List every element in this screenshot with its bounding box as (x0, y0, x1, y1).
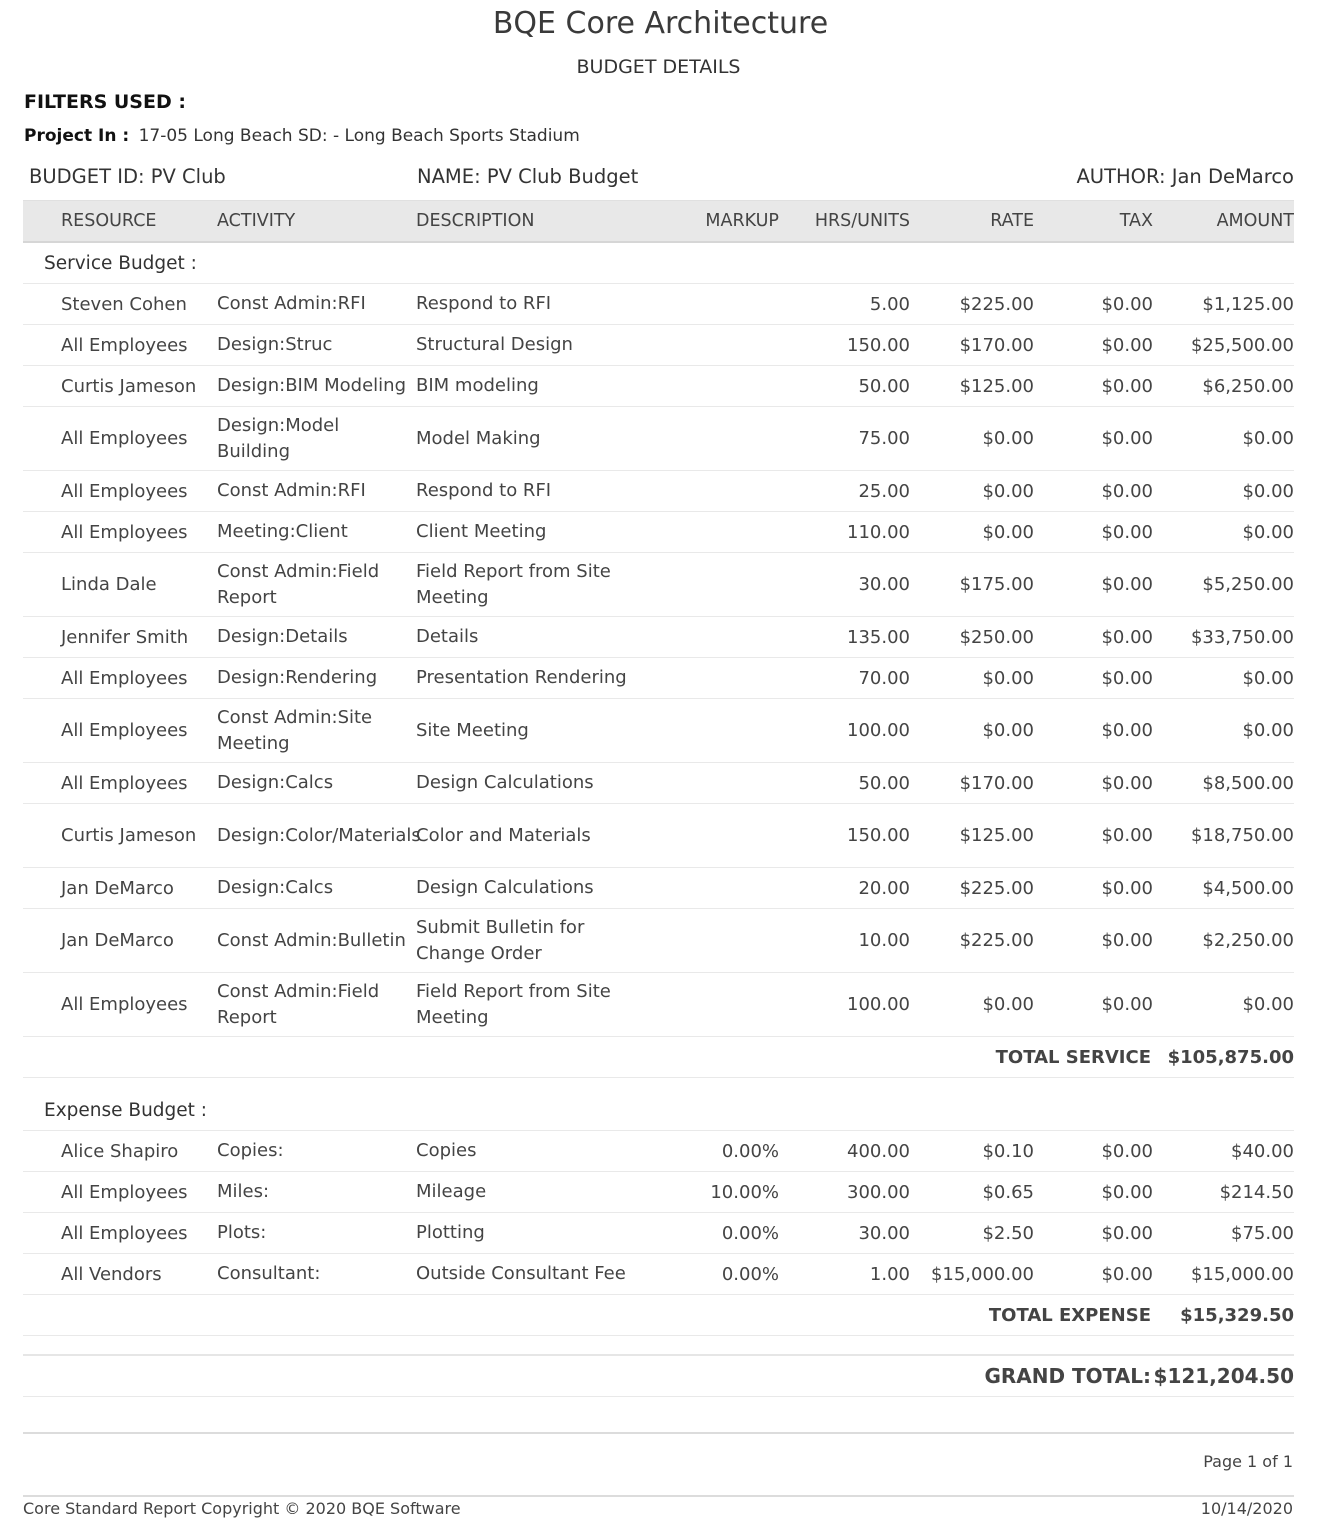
cell-tax: $0.00 (1034, 407, 1153, 471)
table-row (23, 658, 1294, 699)
cell-hrs-units: 1.00 (779, 1254, 910, 1295)
cell-activity: Copies: (217, 1131, 416, 1172)
cell-description: Mileage (416, 1172, 642, 1213)
cell-tax: $0.00 (1034, 973, 1153, 1037)
cell-description: Color and Materials (416, 804, 642, 868)
footer-divider-bottom (23, 1495, 1294, 1497)
cell-description: Design Calculations (416, 868, 642, 909)
col-resource[interactable]: RESOURCE (23, 201, 217, 243)
footer-divider-top (23, 1432, 1294, 1434)
table-row (23, 1213, 1294, 1254)
project-filter (24, 126, 580, 146)
print-date: 10/14/2020 (1200, 1499, 1293, 1518)
budget-author: AUTHOR: Jan DeMarco (1076, 165, 1294, 188)
cell-markup: 0.00% (642, 1131, 779, 1172)
cell-hrs-units: 150.00 (779, 804, 910, 868)
cell-resource: All Employees (23, 1213, 217, 1254)
cell-hrs-units: 100.00 (779, 699, 910, 763)
cell-resource: Jennifer Smith (23, 617, 217, 658)
cell-activity: Design:BIM Modeling (217, 366, 416, 407)
service-total-value: $105,875.00 (1153, 1037, 1294, 1078)
cell-description: Details (416, 617, 642, 658)
cell-tax: $0.00 (1034, 658, 1153, 699)
cell-activity: Const Admin:RFI (217, 284, 416, 325)
cell-activity: Miles: (217, 1172, 416, 1213)
cell-resource: All Employees (23, 407, 217, 471)
cell-rate: $225.00 (910, 284, 1034, 325)
cell-tax: $0.00 (1034, 471, 1153, 512)
cell-activity: Const Admin:Field Report (217, 553, 416, 617)
col-tax[interactable]: TAX (1034, 201, 1153, 243)
table-row (23, 1131, 1294, 1172)
cell-activity: Design:Color/Materials (217, 804, 416, 868)
cell-markup: 0.00% (642, 1254, 779, 1295)
grand-total-row (23, 1355, 1294, 1397)
cell-markup: 10.00% (642, 1172, 779, 1213)
cell-hrs-units: 50.00 (779, 763, 910, 804)
col-markup[interactable]: MARKUP (642, 201, 779, 243)
col-rate[interactable]: RATE (910, 201, 1034, 243)
budget-meta (24, 165, 1294, 193)
cell-rate: $0.00 (910, 699, 1034, 763)
table-row (23, 553, 1294, 617)
cell-markup (642, 763, 779, 804)
table-row (23, 325, 1294, 366)
cell-markup (642, 973, 779, 1037)
cell-rate: $170.00 (910, 763, 1034, 804)
cell-markup (642, 471, 779, 512)
table-header-row (23, 201, 1294, 243)
copyright: Core Standard Report Copyright © 2020 BQE Software (23, 1499, 461, 1518)
cell-amount: $0.00 (1153, 471, 1294, 512)
page-number: Page 1 of 1 (1203, 1452, 1293, 1471)
cell-markup (642, 512, 779, 553)
cell-rate: $125.00 (910, 804, 1034, 868)
cell-hrs-units: 70.00 (779, 658, 910, 699)
cell-description: Model Making (416, 407, 642, 471)
cell-tax: $0.00 (1034, 1213, 1153, 1254)
table-row (23, 1172, 1294, 1213)
cell-resource: All Vendors (23, 1254, 217, 1295)
project-filter-label: Project In : (24, 126, 130, 146)
cell-tax: $0.00 (1034, 1131, 1153, 1172)
cell-description: Copies (416, 1131, 642, 1172)
cell-resource: All Employees (23, 658, 217, 699)
cell-resource: Alice Shapiro (23, 1131, 217, 1172)
cell-hrs-units: 100.00 (779, 973, 910, 1037)
cell-rate: $125.00 (910, 366, 1034, 407)
cell-markup (642, 553, 779, 617)
expense-total-row (23, 1295, 1294, 1336)
cell-amount: $0.00 (1153, 407, 1294, 471)
cell-amount: $5,250.00 (1153, 553, 1294, 617)
cell-activity: Const Admin:Field Report (217, 973, 416, 1037)
table-row (23, 909, 1294, 973)
cell-description: Field Report from Site Meeting (416, 973, 642, 1037)
table-row (23, 407, 1294, 471)
col-activity[interactable]: ACTIVITY (217, 201, 416, 243)
expense-section-label: Expense Budget : (23, 1090, 1294, 1131)
cell-tax: $0.00 (1034, 284, 1153, 325)
expense-total-value: $15,329.50 (1153, 1295, 1294, 1336)
expense-total-label: TOTAL EXPENSE (23, 1295, 1153, 1336)
service-section-header (23, 242, 1294, 284)
cell-activity: Const Admin:Site Meeting (217, 699, 416, 763)
cell-resource: All Employees (23, 973, 217, 1037)
cell-description: Site Meeting (416, 699, 642, 763)
budget-name: NAME: PV Club Budget (417, 165, 639, 188)
table-row (23, 973, 1294, 1037)
cell-resource: All Employees (23, 699, 217, 763)
col-description[interactable]: DESCRIPTION (416, 201, 642, 243)
cell-tax: $0.00 (1034, 763, 1153, 804)
cell-activity: Design:Details (217, 617, 416, 658)
cell-activity: Consultant: (217, 1254, 416, 1295)
cell-hrs-units: 150.00 (779, 325, 910, 366)
table-row (23, 763, 1294, 804)
cell-markup (642, 407, 779, 471)
cell-amount: $6,250.00 (1153, 366, 1294, 407)
project-filter-value: 17-05 Long Beach SD: - Long Beach Sports Stadium (138, 126, 580, 146)
cell-hrs-units: 30.00 (779, 553, 910, 617)
cell-markup (642, 658, 779, 699)
table-row (23, 804, 1294, 868)
table-row (23, 284, 1294, 325)
cell-amount: $25,500.00 (1153, 325, 1294, 366)
cell-markup (642, 325, 779, 366)
cell-hrs-units: 400.00 (779, 1131, 910, 1172)
cell-rate: $2.50 (910, 1213, 1034, 1254)
col-hrs-units[interactable]: HRS/UNITS (779, 201, 910, 243)
grand-total-divider (23, 1336, 1294, 1356)
table-row (23, 471, 1294, 512)
cell-resource: All Employees (23, 1172, 217, 1213)
cell-amount: $15,000.00 (1153, 1254, 1294, 1295)
cell-rate: $0.00 (910, 658, 1034, 699)
cell-tax: $0.00 (1034, 909, 1153, 973)
cell-rate: $15,000.00 (910, 1254, 1034, 1295)
cell-markup (642, 699, 779, 763)
col-amount[interactable]: AMOUNT (1153, 201, 1294, 243)
cell-amount: $0.00 (1153, 699, 1294, 763)
table-row (23, 1254, 1294, 1295)
grand-total-value: $121,204.50 (1153, 1355, 1294, 1397)
cell-markup (642, 868, 779, 909)
cell-resource: All Employees (23, 512, 217, 553)
cell-description: Respond to RFI (416, 471, 642, 512)
cell-markup (642, 804, 779, 868)
cell-activity: Design:Model Building (217, 407, 416, 471)
cell-description: Structural Design (416, 325, 642, 366)
cell-markup: 0.00% (642, 1213, 779, 1254)
cell-activity: Design:Calcs (217, 763, 416, 804)
cell-hrs-units: 20.00 (779, 868, 910, 909)
service-total-label: TOTAL SERVICE (23, 1037, 1153, 1078)
table-row (23, 366, 1294, 407)
cell-tax: $0.00 (1034, 868, 1153, 909)
cell-hrs-units: 50.00 (779, 366, 910, 407)
filters-heading: FILTERS USED : (24, 91, 186, 113)
cell-rate: $225.00 (910, 868, 1034, 909)
cell-markup (642, 366, 779, 407)
cell-hrs-units: 30.00 (779, 1213, 910, 1254)
cell-description: Design Calculations (416, 763, 642, 804)
cell-amount: $0.00 (1153, 512, 1294, 553)
cell-hrs-units: 75.00 (779, 407, 910, 471)
cell-amount: $0.00 (1153, 658, 1294, 699)
cell-rate: $250.00 (910, 617, 1034, 658)
cell-amount: $75.00 (1153, 1213, 1294, 1254)
cell-amount: $40.00 (1153, 1131, 1294, 1172)
cell-hrs-units: 25.00 (779, 471, 910, 512)
cell-tax: $0.00 (1034, 366, 1153, 407)
expense-section-header (23, 1090, 1294, 1131)
cell-resource: All Employees (23, 325, 217, 366)
cell-rate: $0.65 (910, 1172, 1034, 1213)
service-section-label: Service Budget : (23, 242, 1294, 284)
grand-total-label: GRAND TOTAL: (23, 1355, 1153, 1397)
cell-amount: $1,125.00 (1153, 284, 1294, 325)
cell-activity: Design:Calcs (217, 868, 416, 909)
cell-description: Submit Bulletin for Change Order (416, 909, 642, 973)
cell-resource: All Employees (23, 471, 217, 512)
cell-resource: Jan DeMarco (23, 868, 217, 909)
table-row (23, 512, 1294, 553)
cell-markup (642, 284, 779, 325)
cell-hrs-units: 5.00 (779, 284, 910, 325)
cell-description: BIM modeling (416, 366, 642, 407)
cell-rate: $175.00 (910, 553, 1034, 617)
cell-activity: Design:Rendering (217, 658, 416, 699)
table-row (23, 699, 1294, 763)
cell-resource: Linda Dale (23, 553, 217, 617)
cell-activity: Const Admin:Bulletin (217, 909, 416, 973)
budget-id: BUDGET ID: PV Club (29, 165, 226, 188)
cell-hrs-units: 300.00 (779, 1172, 910, 1213)
cell-activity: Meeting:Client (217, 512, 416, 553)
cell-amount: $0.00 (1153, 973, 1294, 1037)
cell-description: Plotting (416, 1213, 642, 1254)
cell-tax: $0.00 (1034, 1254, 1153, 1295)
cell-activity: Design:Struc (217, 325, 416, 366)
service-total-row (23, 1037, 1294, 1078)
cell-description: Field Report from Site Meeting (416, 553, 642, 617)
cell-hrs-units: 110.00 (779, 512, 910, 553)
company-name: BQE Core Architecture (492, 6, 829, 41)
cell-amount: $2,250.00 (1153, 909, 1294, 973)
cell-rate: $225.00 (910, 909, 1034, 973)
table-row (23, 617, 1294, 658)
cell-tax: $0.00 (1034, 804, 1153, 868)
cell-activity: Plots: (217, 1213, 416, 1254)
cell-tax: $0.00 (1034, 512, 1153, 553)
cell-description: Respond to RFI (416, 284, 642, 325)
cell-resource: Curtis Jameson (23, 366, 217, 407)
cell-rate: $0.10 (910, 1131, 1034, 1172)
cell-markup (642, 909, 779, 973)
cell-resource: Jan DeMarco (23, 909, 217, 973)
table-row (23, 868, 1294, 909)
cell-description: Outside Consultant Fee (416, 1254, 642, 1295)
cell-hrs-units: 10.00 (779, 909, 910, 973)
cell-rate: $170.00 (910, 325, 1034, 366)
cell-description: Presentation Rendering (416, 658, 642, 699)
cell-tax: $0.00 (1034, 325, 1153, 366)
cell-amount: $18,750.00 (1153, 804, 1294, 868)
report-title: BUDGET DETAILS (576, 56, 741, 78)
cell-resource: Curtis Jameson (23, 804, 217, 868)
cell-tax: $0.00 (1034, 553, 1153, 617)
cell-resource: Steven Cohen (23, 284, 217, 325)
cell-rate: $0.00 (910, 512, 1034, 553)
budget-table (23, 200, 1294, 1397)
section-spacer (23, 1078, 1294, 1091)
cell-tax: $0.00 (1034, 617, 1153, 658)
cell-tax: $0.00 (1034, 699, 1153, 763)
cell-amount: $33,750.00 (1153, 617, 1294, 658)
cell-rate: $0.00 (910, 973, 1034, 1037)
cell-tax: $0.00 (1034, 1172, 1153, 1213)
cell-amount: $8,500.00 (1153, 763, 1294, 804)
cell-amount: $4,500.00 (1153, 868, 1294, 909)
cell-hrs-units: 135.00 (779, 617, 910, 658)
cell-description: Client Meeting (416, 512, 642, 553)
cell-markup (642, 617, 779, 658)
cell-activity: Const Admin:RFI (217, 471, 416, 512)
cell-amount: $214.50 (1153, 1172, 1294, 1213)
cell-resource: All Employees (23, 763, 217, 804)
cell-rate: $0.00 (910, 471, 1034, 512)
cell-rate: $0.00 (910, 407, 1034, 471)
